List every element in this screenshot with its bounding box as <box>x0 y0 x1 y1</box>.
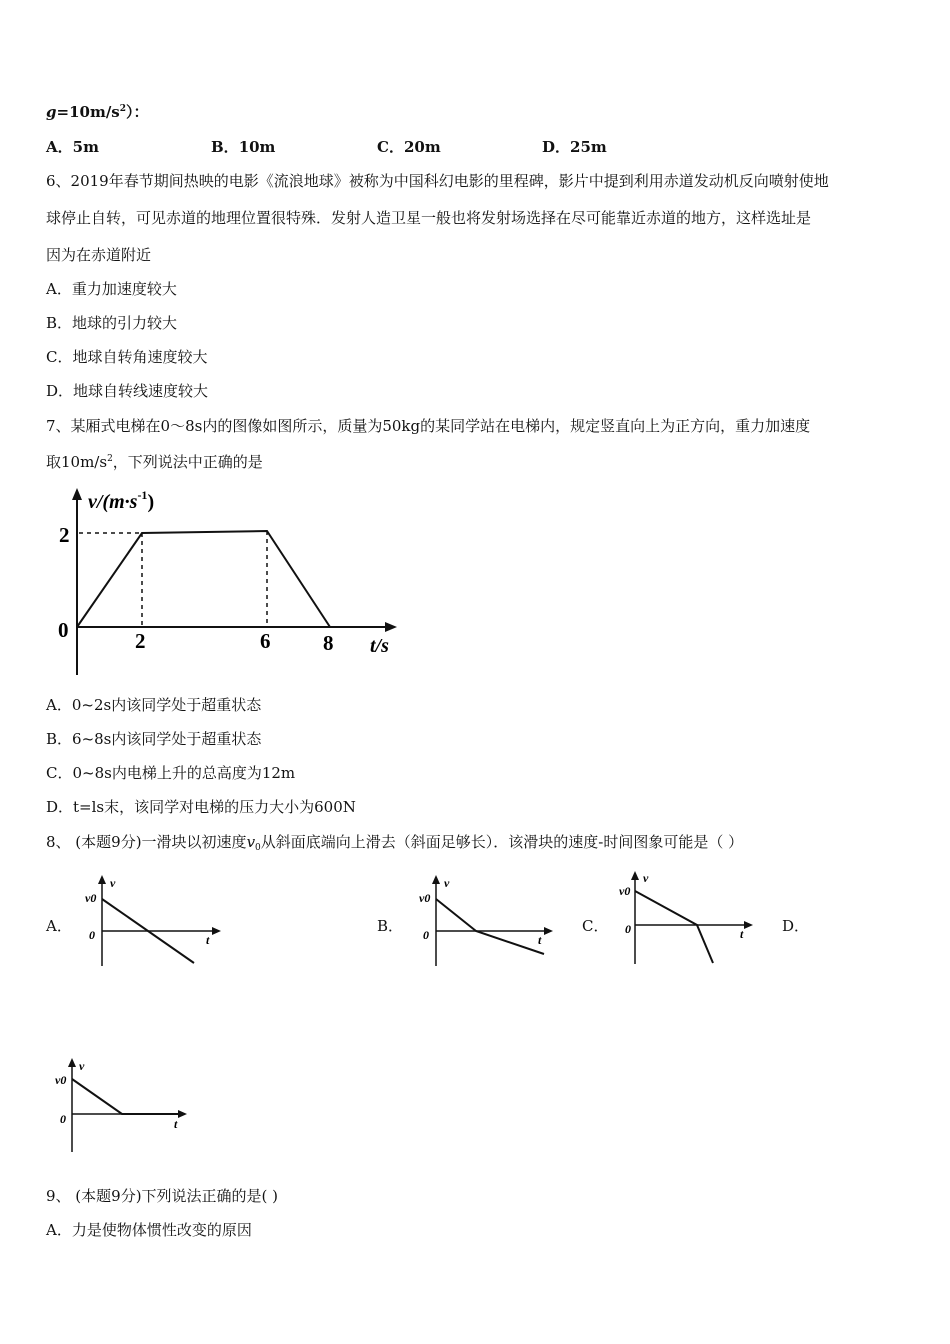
q7-x-tick-2: 2 <box>135 629 146 653</box>
svg-text:0: 0 <box>60 1112 66 1126</box>
svg-text:v0: v0 <box>619 884 631 898</box>
q7-x-tick-8: 8 <box>323 631 334 655</box>
q8-stem: 8、 (本题9分)一滑块以初速度$v_0$从斜面底端向上滑去（斜面足够长）．该滑块的速度-时间图象可能是（ ） <box>46 833 744 853</box>
svg-text:v0: v0 <box>55 1073 67 1087</box>
svg-text:0: 0 <box>423 928 429 942</box>
svg-text:0: 0 <box>625 922 631 936</box>
q7-option-a: A．0~2s内该同学处于超重状态 <box>46 696 262 714</box>
svg-text:v0: v0 <box>85 891 97 905</box>
q8-graph-d <box>54 1054 204 1154</box>
q5-option-d: D．25m <box>542 138 607 156</box>
svg-text:0: 0 <box>89 928 95 942</box>
svg-text:v: v <box>110 876 116 890</box>
q7-x-label: t/s <box>370 635 389 657</box>
q8-option-c-letter: C． <box>582 917 609 935</box>
svg-text:t: t <box>206 933 210 947</box>
svg-text:v: v <box>643 871 649 885</box>
q8-graph-b <box>416 872 566 972</box>
q8-graph-c <box>618 866 768 970</box>
q6-option-b: B．地球的引力较大 <box>46 314 178 332</box>
svg-text:t: t <box>174 1117 178 1131</box>
q7-origin: 0 <box>58 618 69 642</box>
q7-option-d: D．t=ls末，该同学对电梯的压力大小为600N <box>46 798 356 816</box>
q6-stem-line-1: 6、2019年春节期间热映的电影《流浪地球》被称为中国科幻电影的里程碑，影片中提到利用赤道发动机反向喷射使地 <box>46 172 829 190</box>
q5-tail: $g=10m/s^2$）： <box>46 103 149 121</box>
q7-velocity-line <box>77 531 330 627</box>
q8-option-a-letter: A． <box>46 917 72 935</box>
q8-option-d-letter: D． <box>782 917 810 935</box>
q7-y-tick-2: 2 <box>59 523 70 547</box>
q6-option-a: A．重力加速度较大 <box>46 280 177 298</box>
q8-graph-a <box>80 872 230 972</box>
q5-option-a: A．5m <box>46 138 99 156</box>
svg-text:v: v <box>444 876 450 890</box>
q6-option-d: D．地球自转线速度较大 <box>46 382 209 400</box>
svg-text:t: t <box>538 933 542 947</box>
q6-stem-line-3: 因为在赤道附近 <box>46 246 152 264</box>
q9-stem: 9、 (本题9分)下列说法正确的是( ) <box>46 1187 279 1205</box>
q8-graph-c-line <box>635 891 713 963</box>
q8-graph-d-line <box>72 1079 182 1114</box>
q7-option-b: B．6~8s内该同学处于超重状态 <box>46 730 262 748</box>
q8-option-b-letter: B． <box>377 917 404 935</box>
q5-option-c: C．20m <box>377 138 441 156</box>
q7-stem-line-1: 7、某厢式电梯在0～8s内的图像如图所示，质量为50kg的某同学站在电梯内，规定竖直向上为正方向，重力加速度 <box>46 417 811 435</box>
q7-velocity-time-graph <box>50 480 410 680</box>
q7-option-c: C．0~8s内电梯上升的总高度为12m <box>46 764 296 782</box>
q5-option-b: B．10m <box>211 138 276 156</box>
q7-y-label: $v/(m\cdot s^{-1})$ <box>88 488 155 513</box>
svg-text:t: t <box>740 927 744 941</box>
q7-x-tick-6: 6 <box>260 629 271 653</box>
q6-option-c: C．地球自转角速度较大 <box>46 348 208 366</box>
svg-text:v0: v0 <box>419 891 431 905</box>
q7-x-arrow <box>385 622 397 632</box>
q8-graph-b-line <box>436 899 544 954</box>
q9-option-a: A．力是使物体惯性改变的原因 <box>46 1221 252 1239</box>
q7-y-arrow <box>72 488 82 500</box>
q6-stem-line-2: 球停止自转，可见赤道的地理位置很特殊．发射人造卫星一般也将发射场选择在尽可能靠近赤道的地方，这样选址是 <box>46 209 812 227</box>
q7-stem-line-2: 取$10m/s^2$，下列说法中正确的是 <box>46 453 263 471</box>
svg-text:v: v <box>79 1059 85 1073</box>
